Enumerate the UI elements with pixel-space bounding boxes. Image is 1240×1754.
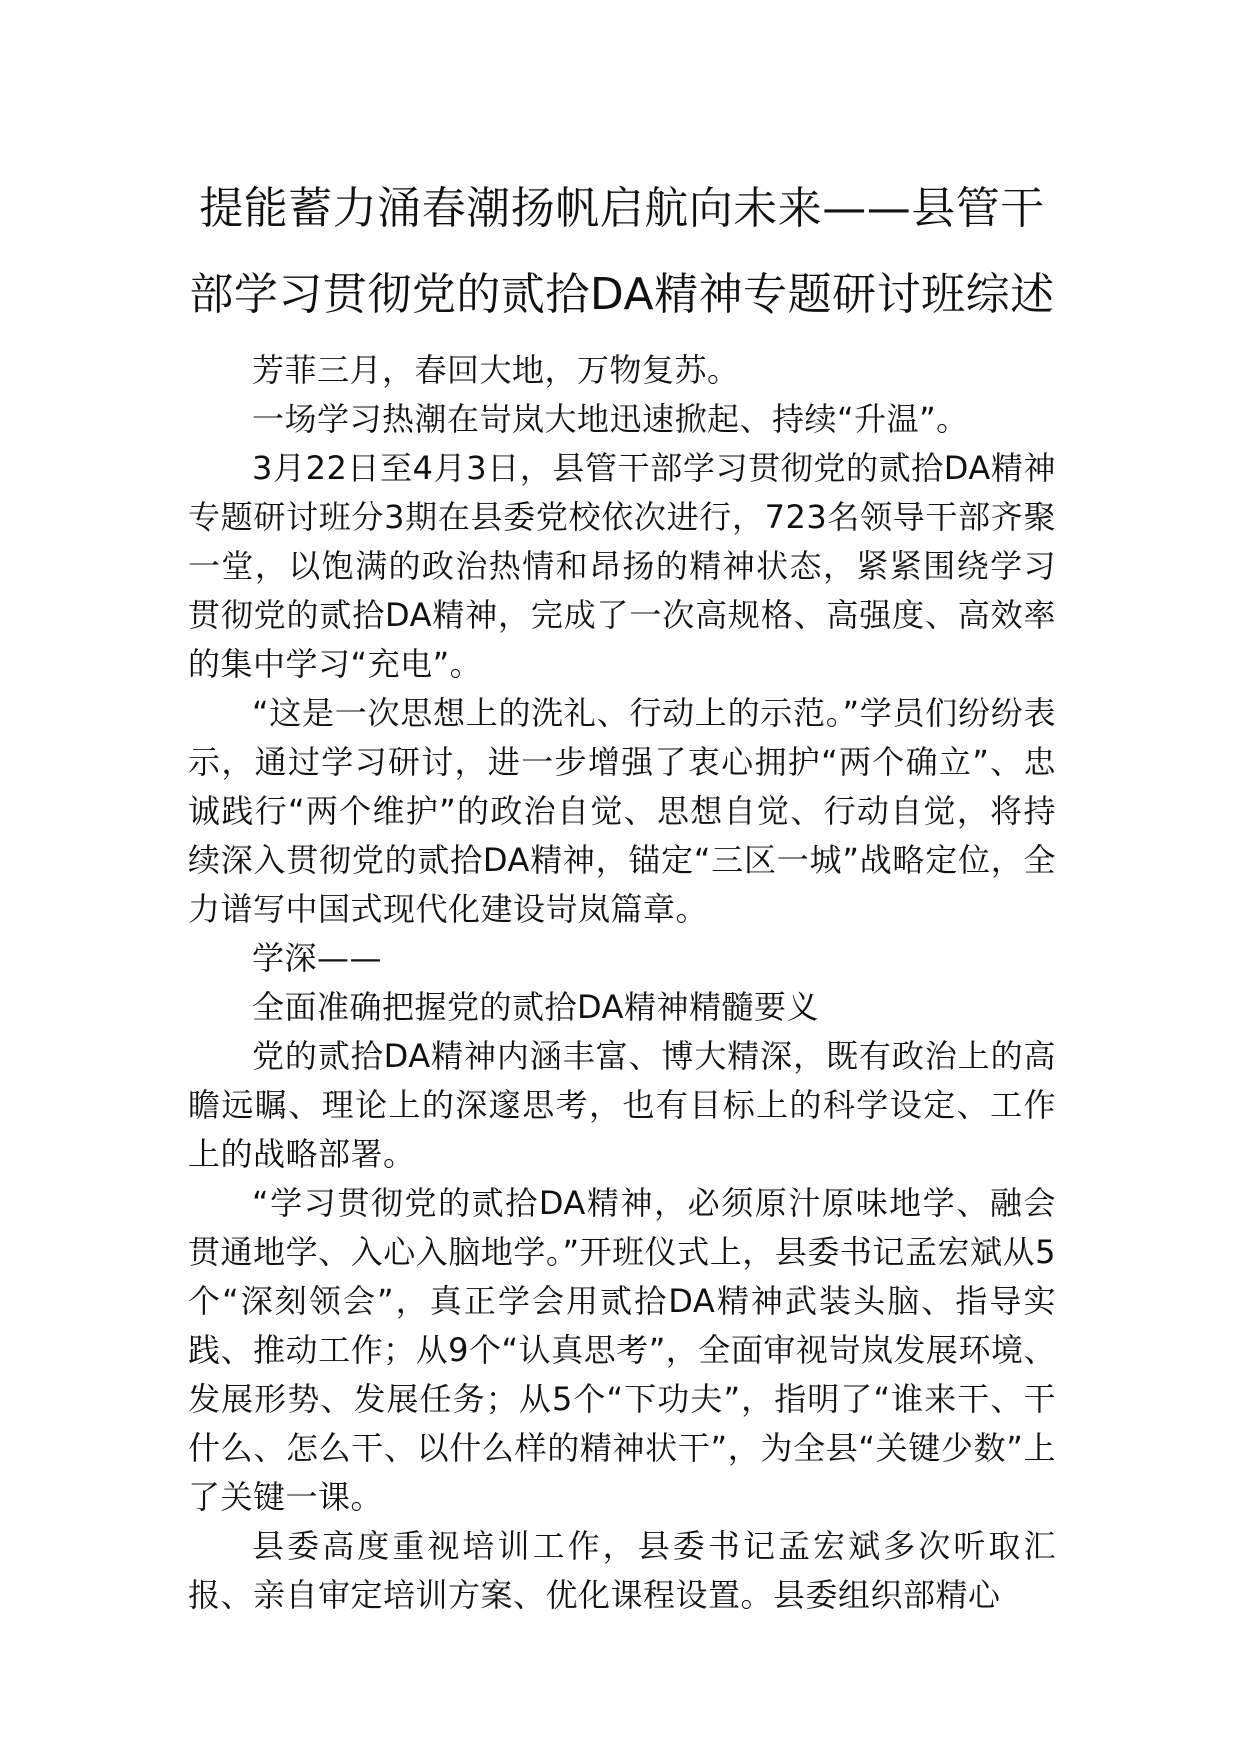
paragraph: “这是一次思想上的洗礼、行动上的示范。”学员们纷纷表示，通过学习研讨，进一步增强了衷心拥护“两个确立”、忠诚践行“两个维护”的政治自觉、思想自觉、行动自觉，将持续深入贯彻党的贰拾DA精神，锚定“三区一城”战略定位，全力谱写中国式现代化建设岢岚篇章。 — [188, 694, 1056, 928]
paragraph: 3月22日至4月3日，县管干部学习贯彻党的贰拾DA精神专题研讨班分3期在县委党校依次进行，723名领导干部齐聚一堂，以饱满的政治热情和昂扬的精神状态，紧紧围绕学习贯彻党的贰拾DA精神，完成了一次高规格、高强度、高效率的集中学习“充电”。 — [188, 449, 1056, 683]
paragraph: 芳菲三月，春回大地，万物复苏。 — [252, 351, 740, 389]
paragraph: “学习贯彻党的贰拾DA精神，必须原汁原味地学、融会贯通地学、入心入脑地学。”开班仪式上，县委书记孟宏斌从5个“深刻领会”，真正学会用贰拾DA精神武装头脑、指导实践、推动工作；从9个“认真思考”，全面审视岢岚发展环境、发展形势、发展任务；从5个“下功夫”，指明了“谁来干、干什么、怎么干、以什么样的精神状干”，为全县“关键少数”上了关键一课。 — [188, 1184, 1056, 1516]
paragraph: 一场学习热潮在岢岚大地迅速掀起、持续“升温”。 — [252, 400, 969, 438]
section-heading: 全面准确把握党的贰拾DA精神精髓要义 — [252, 988, 819, 1026]
document-body — [188, 346, 1056, 1620]
document-content — [188, 166, 1056, 1620]
paragraph: 党的贰拾DA精神内涵丰富、博大精深，既有政治上的高瞻远瞩、理论上的深邃思考，也有目标上的科学设定、工作上的战略部署。 — [188, 1037, 1056, 1173]
paragraph: 县委高度重视培训工作，县委书记孟宏斌多次听取汇报、亲自审定培训方案、优化课程设置。县委组织部精心 — [188, 1527, 1056, 1614]
document-title: 提能蓄力涌春潮扬帆启航向未来——县管干部学习贯彻党的贰拾DA精神专题研讨班综述 — [189, 183, 1055, 320]
section-heading-prefix: 学深—— — [252, 939, 383, 977]
